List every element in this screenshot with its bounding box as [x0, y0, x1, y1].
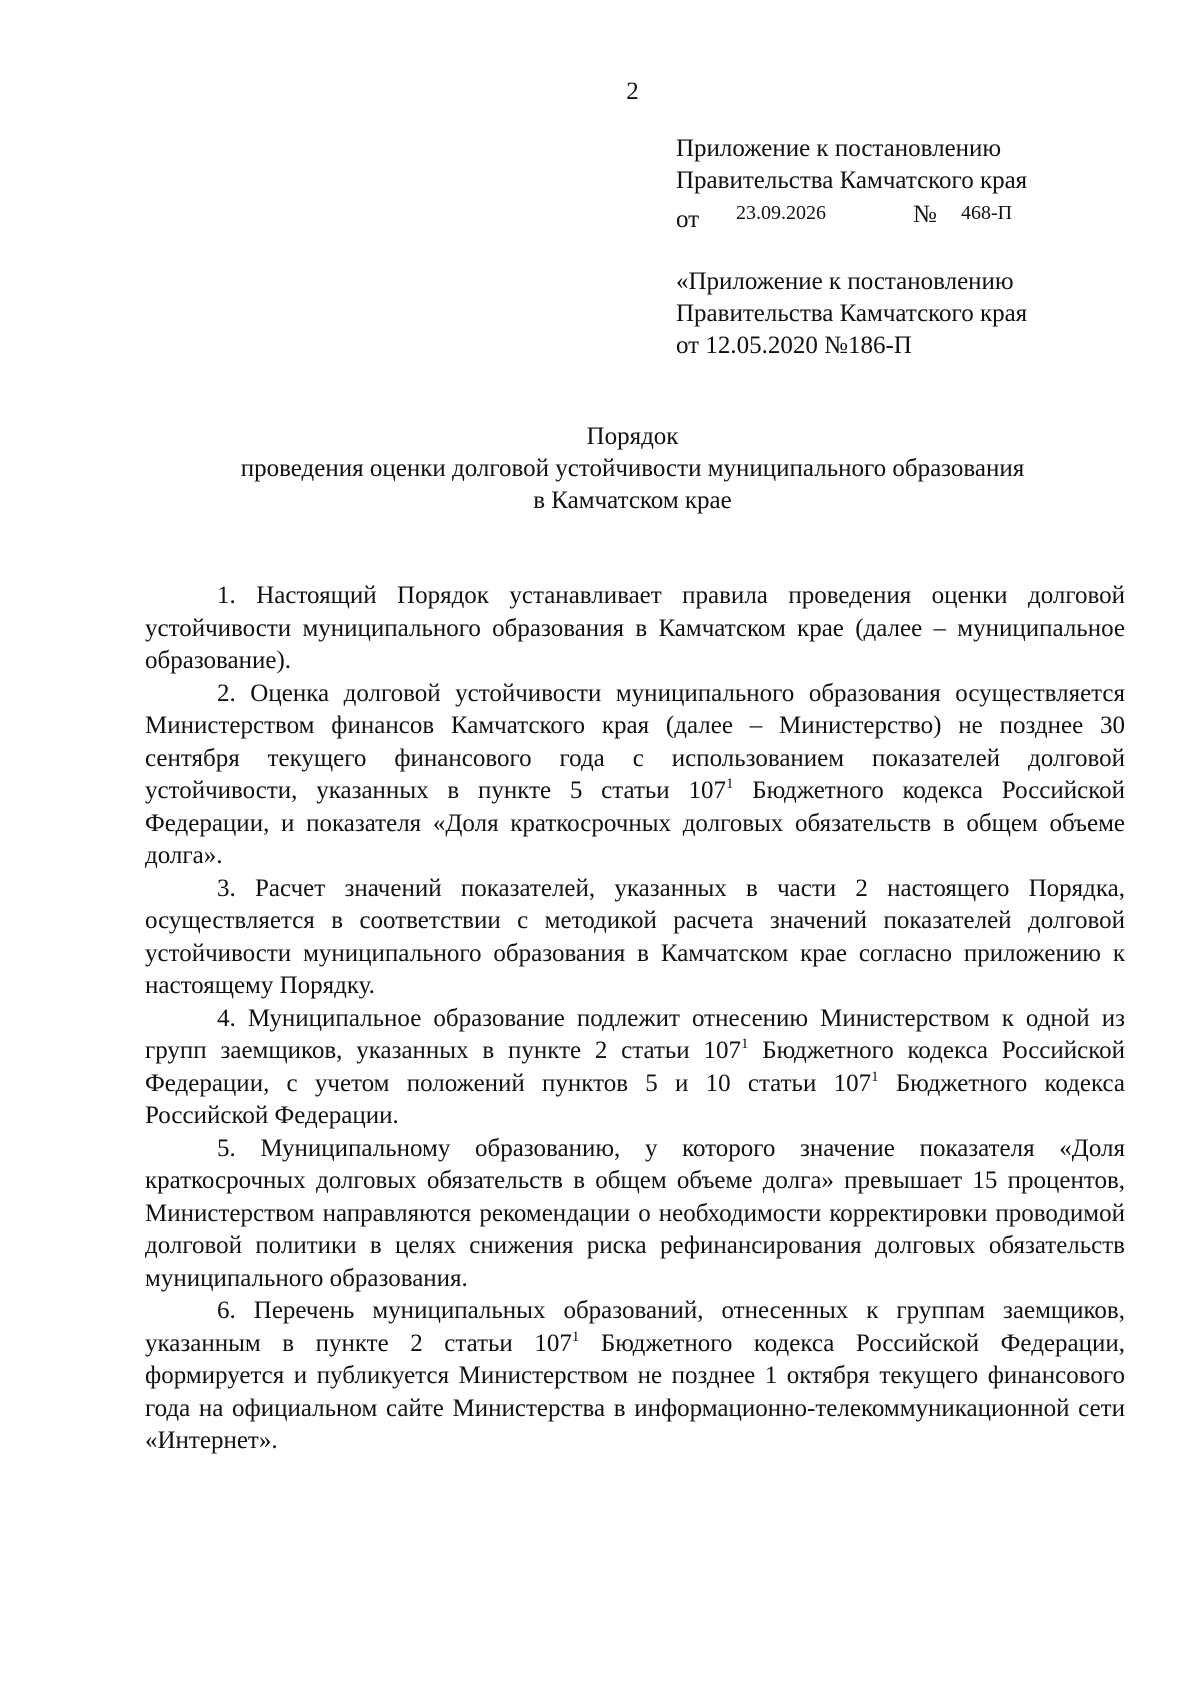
article-superscript: 1 [725, 776, 734, 792]
paragraph-5 [145, 1133, 1125, 1296]
paragraph-1 [145, 580, 1125, 678]
paragraph-5-text: 5. Муниципальному образованию, у которого значение показателя «Доля краткосрочных долговых обязательств в общем объеме долга» превышает 15 процентов, Министерством направляются рекомендации о необходимости корректировки проводимой долговой политики в целях снижения риска рефинансирования долговых обязательств муниципального образования. [145, 1134, 1125, 1292]
document-body [145, 580, 1125, 1458]
paragraph-6 [145, 1295, 1125, 1458]
page-number: 2 [626, 78, 639, 105]
paragraph-4-text-a: 4. Муниципальное образование подлежит отнесению Министерством к одной из групп заемщиков, указанных в пункте 2 статьи 107 [145, 1004, 1125, 1064]
resolution-date: 23.09.2026 [736, 202, 826, 224]
date-prefix: от [676, 206, 700, 233]
number-sign: № [913, 201, 937, 228]
title-line-2: проведения оценки долговой устойчивости муниципального образования [240, 455, 1025, 482]
resolution-number: 468-П [961, 202, 1013, 224]
appendix-header [676, 133, 1028, 233]
article-superscript: 1 [871, 1068, 879, 1085]
title-line-3: в Камчатском крае [533, 487, 732, 514]
previous-appendix-line-1: «Приложение к постановлению [676, 268, 1014, 295]
article-superscript: 1 [740, 1036, 749, 1052]
appendix-line-1: Приложение к постановлению [676, 135, 1002, 162]
paragraph-2-text-a: 2. Оценка долговой устойчивости муниципального образования осуществляется Министерством финансов Камчатского края (далее – Министерство) не позднее 30 сентября текущего финансового года с использованием показателей долговой устойчивости, указанных в пункте 5 статьи 107 [145, 679, 1125, 804]
article-superscript: 1 [571, 1328, 580, 1345]
previous-appendix-line-3: от 12.05.2020 №186-П [676, 332, 912, 359]
paragraph-3 [145, 873, 1125, 1003]
paragraph-1-text: 1. Настоящий Порядок устанавливает правила проведения оценки долговой устойчивости муниципального образования в Камчатском крае (далее – муниципальное образование). [145, 582, 1125, 674]
paragraph-3-text: 3. Расчет значений показателей, указанных в части 2 настоящего Порядка, осуществляется в соответствии с методикой расчета значений показателей долговой устойчивости муниципального образования в Камчатском крае согласно приложению к настоящему Порядку. [145, 874, 1125, 999]
paragraph-4 [145, 1003, 1125, 1133]
document-title [180, 421, 1085, 517]
title-line-1: Порядок [586, 423, 679, 450]
previous-appendix-header [676, 266, 1027, 362]
paragraph-6-text-a: 6. Перечень муниципальных образований, отнесенных к группам заемщиков, указанным в пункте 2 статьи 107 [145, 1297, 1125, 1357]
previous-appendix-line-2: Правительства Камчатского края [676, 300, 1028, 327]
paragraph-2 [145, 678, 1125, 873]
paragraph-2-text-b: Бюджетного кодекса Российской Федерации, и показателя «Доля краткосрочных долговых обязательств в общем объеме долга». [145, 777, 1126, 869]
paragraph-4-text-b: Бюджетного кодекса Российской Федерации, с учетом положений пунктов 5 и 10 статьи 107 [145, 1037, 1126, 1097]
paragraph-4-text-c: Бюджетного кодекса Российской Федерации. [145, 1069, 1126, 1129]
paragraph-6-text-b: Бюджетного кодекса Российской Федерации, формируется и публикуется Министерством не позднее 1 октября текущего финансового года на официальном сайте Министерства в информационно-телекоммуникационной сети «Интернет». [145, 1329, 1125, 1454]
appendix-date-line [676, 197, 1027, 233]
appendix-line-2: Правительства Камчатского края [676, 167, 1028, 194]
